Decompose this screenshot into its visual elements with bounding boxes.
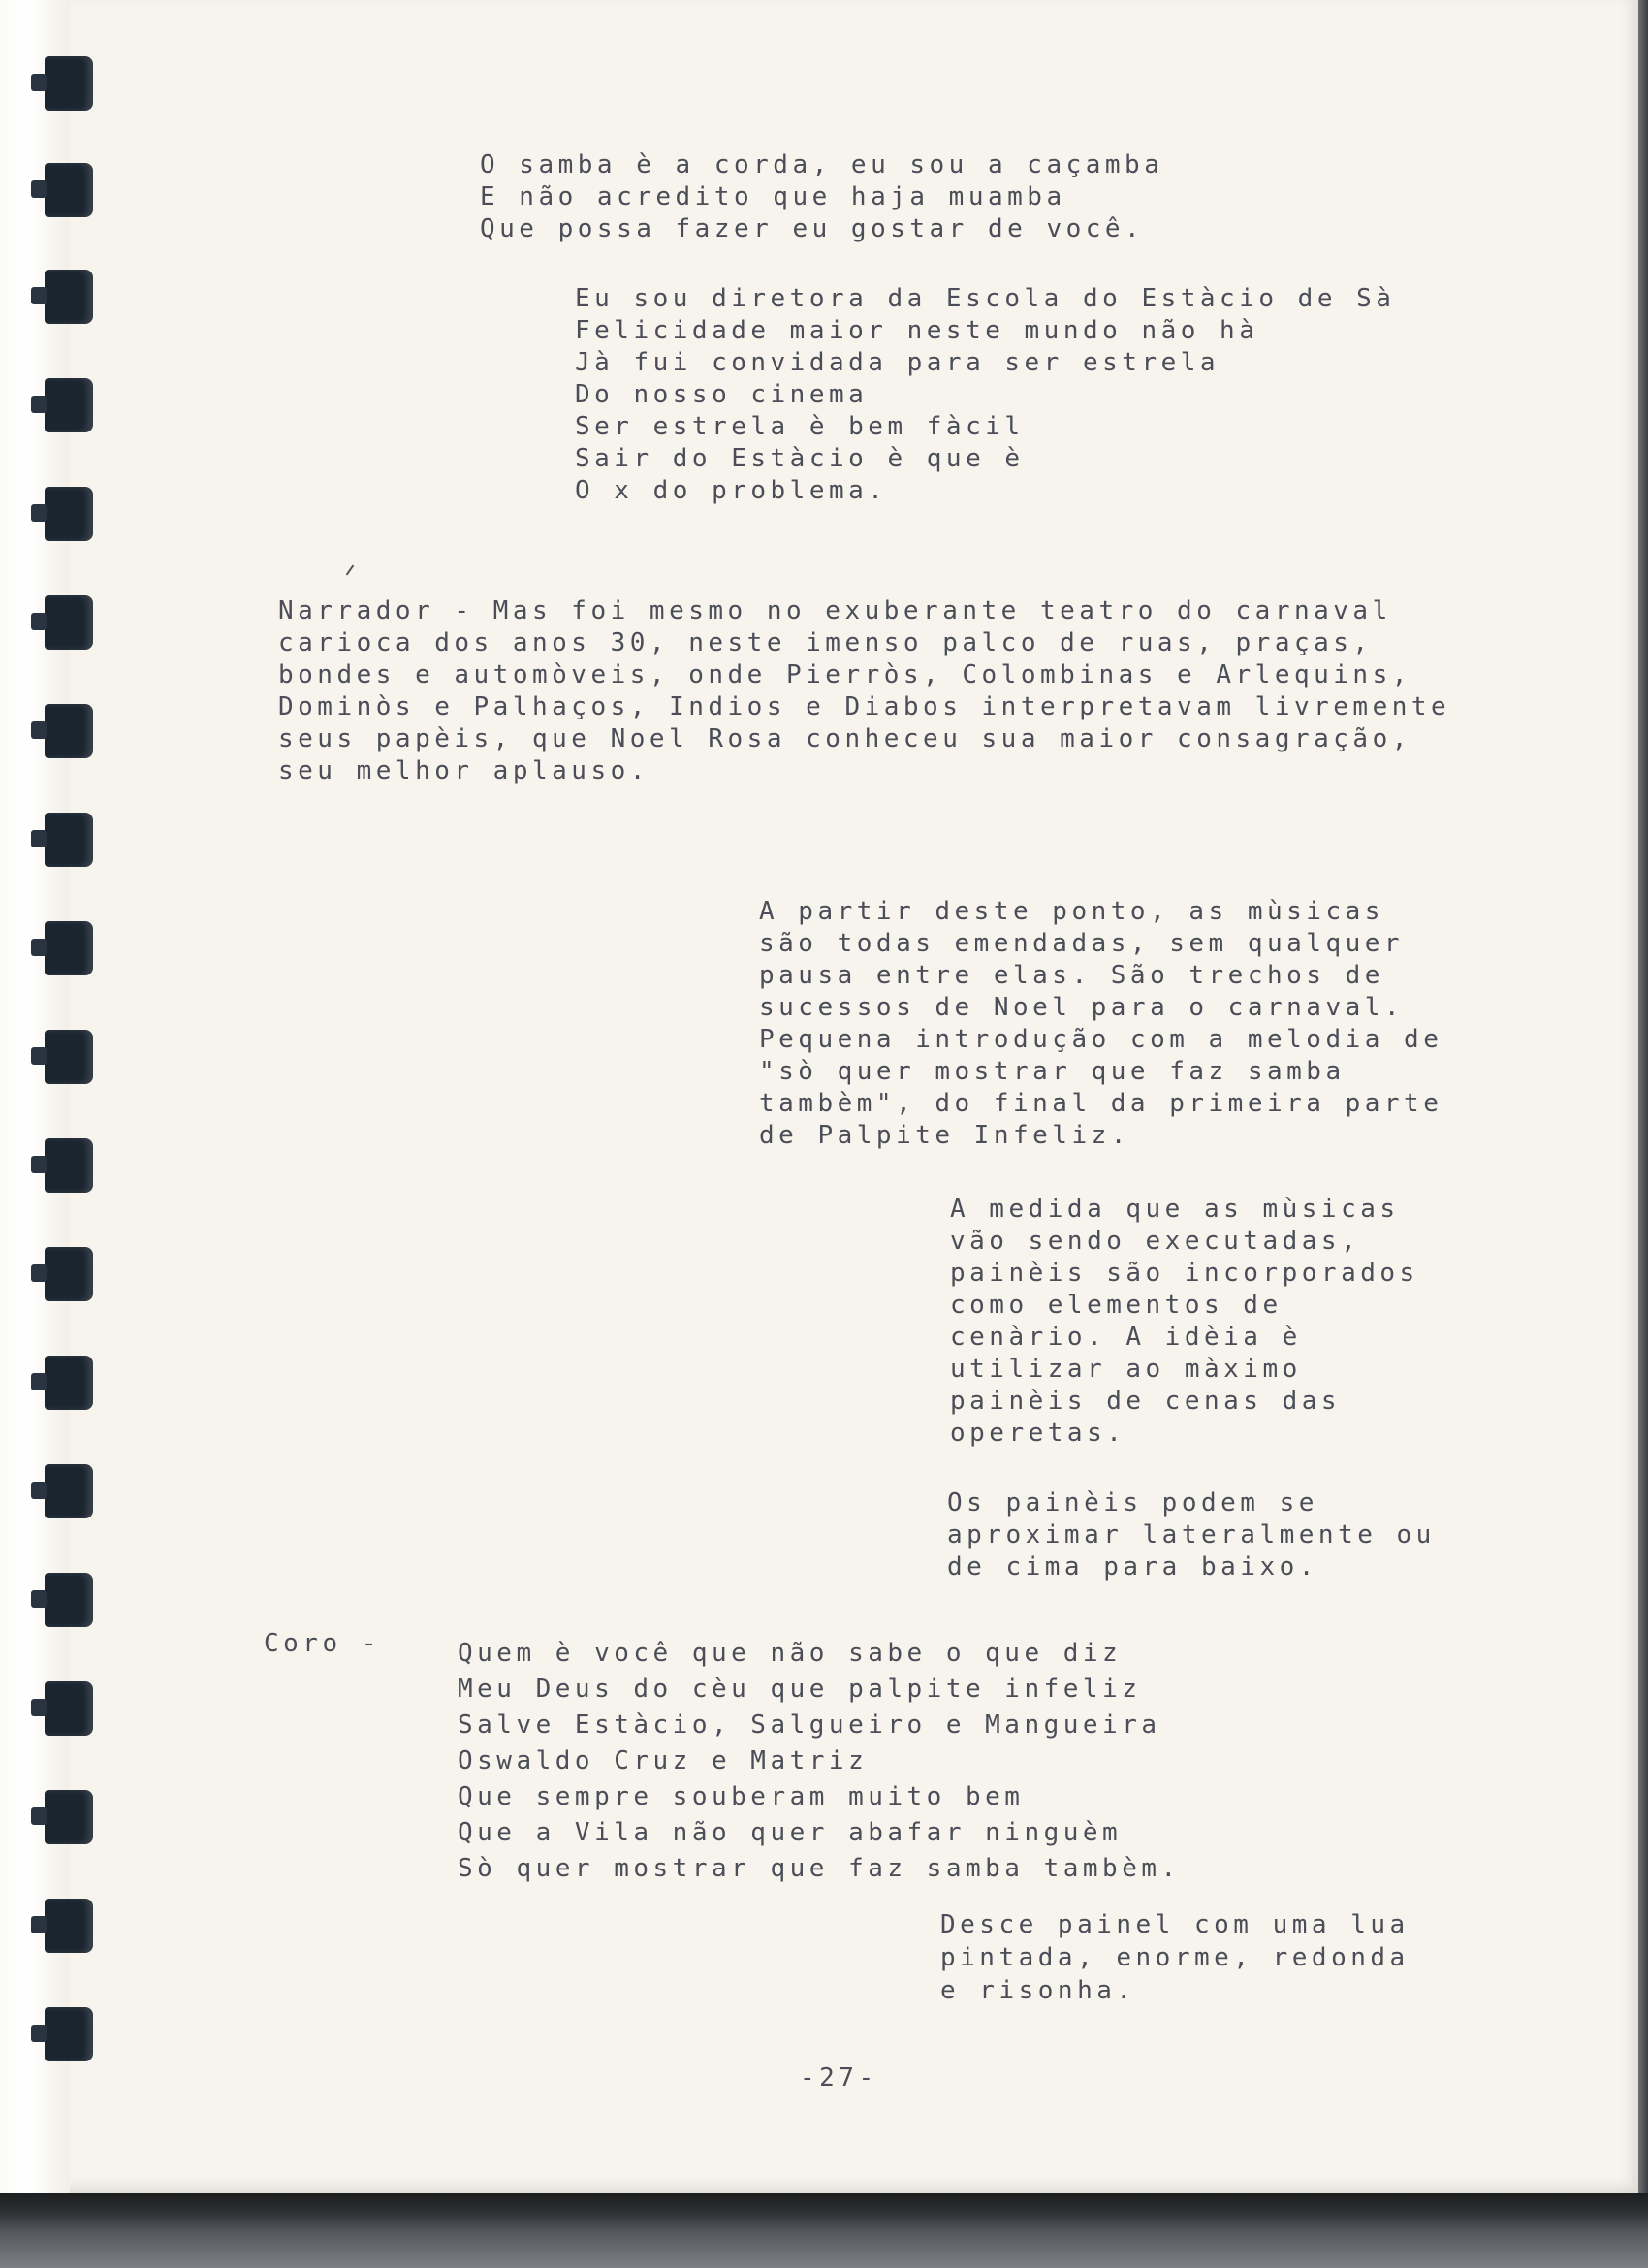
scan-background [0,2193,1648,2268]
stage-direction-line: e risonha. [940,1976,1136,2005]
lyric-line: Quem è você que não sabe o que diz [458,1639,1123,1668]
lyric-line: Salve Estàcio, Salgueiro e Mangueira [458,1710,1161,1740]
narrador-line: Narrador - Mas foi mesmo no exuberante teatro do carnaval [278,596,1392,625]
stage-direction-line: pintada, enorme, redonda [940,1943,1410,1972]
lyric-line: O x do problema. [575,476,888,505]
stage-direction-line: "sò quer mostrar que faz samba [759,1057,1346,1086]
lyric-line: Felicidade maior neste mundo não hà [575,316,1259,345]
page-edge-shadow [1638,0,1648,2193]
stage-direction-line: A partir deste ponto, as mùsicas [759,897,1384,926]
lyric-line: Meu Deus do cèu que palpite infeliz [458,1675,1142,1704]
stage-direction-line: de Palpite Infeliz. [759,1121,1130,1150]
stage-direction-line: Desce painel com uma lua [940,1910,1410,1939]
lyric-line: Que a Vila não quer abafar ninguèm [458,1818,1123,1847]
stage-direction-line: Os painèis podem se [947,1488,1318,1517]
lyric-line: Que possa fazer eu gostar de você. [480,214,1145,243]
page-number: -27- [800,2063,878,2092]
stage-direction-line: de cima para baixo. [947,1552,1318,1581]
lyric-line: Jà fui convidada para ser estrela [575,348,1220,377]
lyric-line: Ser estrela è bem fàcil [575,412,1025,441]
stage-direction-line: aproximar lateralmente ou [947,1520,1436,1549]
narrador-line: carioca dos anos 30, neste imenso palco de ruas, praças, [278,628,1373,657]
stage-direction-line: sucessos de Noel para o carnaval. [759,993,1405,1022]
stage-direction-line: cenàrio. A idèia è [950,1323,1302,1352]
lyric-line: E não acredito que haja muamba [480,182,1066,211]
narrador-line: bondes e automòveis, onde Pierròs, Colombinas e Arlequins, [278,660,1411,689]
stage-direction-line: utilizar ao màximo [950,1355,1302,1384]
narrador-line: Dominòs e Palhaços, Indios e Diabos interpretavam livremente [278,692,1451,721]
narrador-line: seus papèis, que Noel Rosa conheceu sua maior consagração, [278,724,1411,753]
lyric-line: Eu sou diretora da Escola do Estàcio de Sà [575,284,1396,313]
stage-direction-line: como elementos de [950,1291,1283,1320]
stage-direction-line: operetas. [950,1419,1126,1448]
stage-direction-line: pausa entre elas. São trechos de [759,961,1384,990]
stage-direction-line: vão sendo executadas, [950,1227,1361,1256]
stage-direction-line: painèis de cenas das [950,1387,1342,1416]
lyric-line: O samba è a corda, eu sou a caçamba [480,150,1164,179]
stage-direction-line: tambèm", do final da primeira parte [759,1089,1443,1118]
lyric-line: Oswaldo Cruz e Matriz [458,1746,869,1775]
narrador-line: seu melhor aplauso. [278,756,650,785]
lyric-line: Sair do Estàcio è que è [575,444,1025,473]
stage-direction-line: Pequena introdução com a melodia de [759,1025,1443,1054]
lyric-line: Do nosso cinema [575,380,869,409]
lyric-line: Sò quer mostrar que faz samba tambèm. [458,1854,1181,1883]
pen-mark [346,565,355,576]
lyric-line: Que sempre souberam muito bem [458,1782,1025,1811]
coro-label: Coro - [264,1629,381,1658]
stage-direction-line: A medida que as mùsicas [950,1195,1400,1224]
stage-direction-line: são todas emendadas, sem qualquer [759,929,1405,958]
stage-direction-line: painèis são incorporados [950,1259,1419,1288]
